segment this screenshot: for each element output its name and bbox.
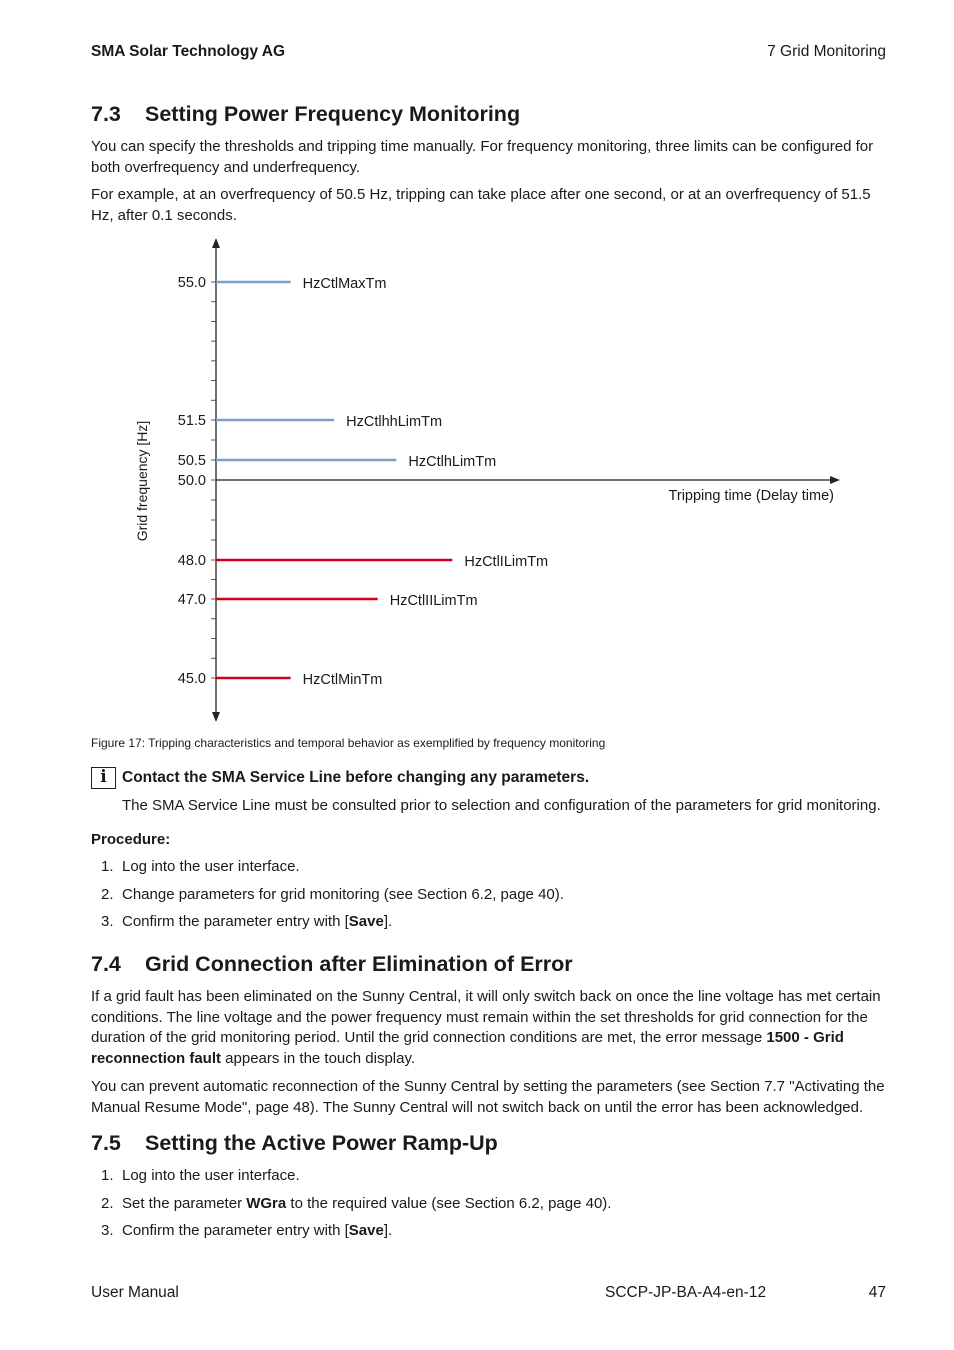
tick-label: 50.5 xyxy=(177,453,206,469)
step-text: Log into the user interface. xyxy=(122,1167,300,1184)
threshold-label: HzCtlILimTm xyxy=(464,554,549,570)
procedure-steps xyxy=(91,858,564,941)
list-item xyxy=(91,886,564,914)
page-number: 47 xyxy=(868,1284,886,1301)
procedure-label: Procedure: xyxy=(91,831,171,848)
tick-label: 47.0 xyxy=(177,592,206,608)
footer-doc-type: User Manual xyxy=(91,1284,179,1301)
info-icon: i xyxy=(91,767,116,789)
tick-label: 55.0 xyxy=(177,275,206,291)
step-text: ]. xyxy=(383,913,393,930)
step-text: Confirm the parameter entry with [ xyxy=(122,1222,349,1239)
ramp-up-steps xyxy=(91,1167,611,1250)
header-company: SMA Solar Technology AG xyxy=(91,43,286,60)
step-text: to the required value (see Section 6.2, page 40). xyxy=(286,1194,612,1212)
paragraph: You can prevent automatic reconnection of the Sunny Central by setting the parameters (see Section 7.7 "Activating the Manual Resume Mode", page 48). The Sunny Central will not switch back on until the error has been acknowledged. xyxy=(91,1078,885,1116)
paragraph xyxy=(91,987,891,1069)
step-number: 2. xyxy=(101,1194,114,1212)
tick-label: 50.0 xyxy=(177,473,206,489)
paragraph: For example, at an overfrequency of 50.5 Hz, tripping can take place after one second, or at an overfrequency of 51.5 Hz, after 0.1 seconds. xyxy=(91,186,871,224)
paragraph-text: If a grid fault has been eliminated on the Sunny Central, it will only switch back on once the line voltage has met certain conditions. The line voltage and the power frequency must remain within the set thresholds for grid connection for the duration of the grid monitoring period. Until the grid connection conditions are met, the error message xyxy=(91,988,881,1046)
step-number: 3. xyxy=(101,1222,114,1239)
section-title: Setting the Active Power Ramp-Up xyxy=(145,1131,498,1155)
error-message: 1500 - Grid reconnection fault xyxy=(91,1029,844,1067)
tick-label: 51.5 xyxy=(177,413,206,429)
threshold-label: HzCtlhLimTm xyxy=(408,454,497,470)
list-item xyxy=(91,913,564,941)
y-axis-arrow-up xyxy=(212,238,220,248)
chart-axes xyxy=(212,238,840,722)
y-axis-arrow-down xyxy=(212,712,220,722)
section-number: 7.4 xyxy=(91,952,121,976)
x-axis-arrow xyxy=(830,476,840,484)
step-bold: WGra xyxy=(246,1194,287,1212)
header-chapter: 7 Grid Monitoring xyxy=(767,43,886,60)
y-axis-label: Grid frequency [Hz] xyxy=(134,420,150,542)
step-text: Set the parameter xyxy=(122,1194,247,1212)
paragraph: You can specify the thresholds and tripping time manually. For frequency monitoring, three limits can be configured for both overfrequency and underfrequency. xyxy=(91,138,874,176)
step-text: Log into the user interface. xyxy=(122,858,300,875)
chart-bars xyxy=(216,276,548,688)
threshold-label: HzCtlMinTm xyxy=(302,672,383,688)
chart-ticks xyxy=(178,275,216,687)
threshold-label: HzCtlIILimTm xyxy=(389,593,478,609)
section-number: 7.5 xyxy=(91,1131,121,1155)
step-text: ]. xyxy=(383,1222,393,1239)
step-number: 1. xyxy=(101,1167,114,1184)
threshold-label: HzCtlhhLimTm xyxy=(346,414,443,430)
note-body: The SMA Service Line must be consulted prior to selection and configuration of the parameters for grid monitoring. xyxy=(122,797,881,814)
step-number: 1. xyxy=(101,858,114,875)
paragraph-text: appears in the touch display. xyxy=(221,1049,416,1067)
footer-doc-id: SCCP-JP-BA-A4-en-12 xyxy=(605,1284,767,1301)
figure-caption: Figure 17: Tripping characteristics and temporal behavior as exemplified by frequency monitoring xyxy=(91,736,606,750)
tick-label: 45.0 xyxy=(177,671,206,687)
tick-label: 48.0 xyxy=(177,553,206,569)
threshold-label: HzCtlMaxTm xyxy=(302,276,387,292)
x-axis-label: Tripping time (Delay time) xyxy=(668,488,834,504)
list-item xyxy=(91,1195,611,1223)
section-title: Grid Connection after Elimination of Error xyxy=(145,952,573,976)
section-title: Setting Power Frequency Monitoring xyxy=(145,102,521,126)
step-number: 2. xyxy=(101,885,114,903)
list-item xyxy=(91,858,564,886)
section-heading-7-5 xyxy=(91,1131,498,1156)
section-heading-7-4 xyxy=(91,952,573,977)
step-bold: Save xyxy=(348,913,384,930)
step-text: Change parameters for grid monitoring (see Section 6.2, page 40). xyxy=(122,885,564,903)
list-item xyxy=(91,1222,611,1250)
section-number: 7.3 xyxy=(91,102,121,126)
note-title: Contact the SMA Service Line before changing any parameters. xyxy=(122,769,590,786)
list-item xyxy=(91,1167,611,1195)
step-text: Confirm the parameter entry with [ xyxy=(122,913,349,930)
step-bold: Save xyxy=(348,1222,384,1239)
step-number: 3. xyxy=(101,913,114,930)
